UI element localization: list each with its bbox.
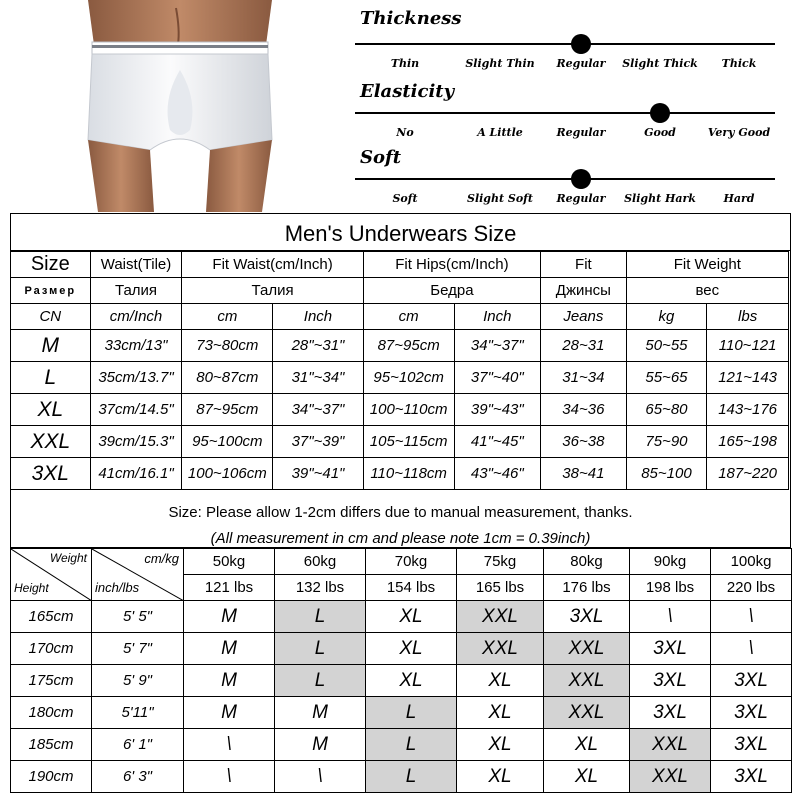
measurement-note: Size: Please allow 1-2cm differs due to manual measurement, thanks. xyxy=(168,504,633,521)
scale-line xyxy=(355,178,775,180)
table-cell: 75~90 xyxy=(626,426,707,458)
table-cell: 80~87cm xyxy=(182,362,273,394)
scale-option: Hard xyxy=(723,192,755,205)
weight-lbs-header: 176 lbs xyxy=(544,575,630,601)
scale-option: Regular xyxy=(556,57,606,70)
height-cm: 190cm xyxy=(11,761,92,793)
height-ft: 5'11" xyxy=(92,697,184,729)
scale-marker xyxy=(650,103,670,123)
table-row xyxy=(11,665,792,697)
size-label: 3XL xyxy=(11,458,91,490)
table-cell: 100~106cm xyxy=(182,458,273,490)
height-cm: 175cm xyxy=(11,665,92,697)
scale-option: Slight Hark xyxy=(624,192,696,205)
recommended-size: L xyxy=(275,665,366,697)
size-label: XL xyxy=(11,394,91,426)
recommended-size: XL xyxy=(366,633,457,665)
recommended-size: XXL xyxy=(630,761,711,793)
table-cell: 37"~40" xyxy=(454,362,541,394)
scale-title-thickness: Thickness xyxy=(360,8,462,29)
corner-weight-height xyxy=(11,549,92,601)
scale-title-elasticity: Elasticity xyxy=(360,81,455,102)
weight-kg-header: 70kg xyxy=(366,549,457,575)
table-cell: 87~95cm xyxy=(363,330,454,362)
table-row xyxy=(11,458,789,490)
table-cell: 39"~43" xyxy=(454,394,541,426)
table-cell: 100~110cm xyxy=(363,394,454,426)
table-cell: 95~102cm xyxy=(363,362,454,394)
recommended-size: 3XL xyxy=(544,601,630,633)
table-cell: 36~38 xyxy=(541,426,627,458)
recommended-size: L xyxy=(275,601,366,633)
recommended-size: XXL xyxy=(630,729,711,761)
table-cell: 37"~39" xyxy=(273,426,363,458)
recommended-size: 3XL xyxy=(630,665,711,697)
product-photo xyxy=(58,0,302,212)
scale-option: Soft xyxy=(392,192,418,205)
recommended-size: M xyxy=(184,633,275,665)
weight-kg-header: 80kg xyxy=(544,549,630,575)
scale-marker xyxy=(571,34,591,54)
table-cell: 34~36 xyxy=(541,394,627,426)
recommended-size: \ xyxy=(711,601,792,633)
scale-option: Thick xyxy=(721,57,757,70)
table-row xyxy=(11,394,789,426)
scale-option: Regular xyxy=(556,126,606,139)
recommended-size: XL xyxy=(457,729,544,761)
table-cell: 41"~45" xyxy=(454,426,541,458)
corner-inchlbs-label: inch/lbs xyxy=(95,580,140,595)
table-cell: 28"~31" xyxy=(273,330,363,362)
scale-marker xyxy=(571,169,591,189)
header-fit-hips-ru: Бедра xyxy=(363,278,540,304)
recommended-size: L xyxy=(366,729,457,761)
recommended-size: 3XL xyxy=(711,697,792,729)
table-cell: 35cm/13.7" xyxy=(90,362,182,394)
height-cm: 170cm xyxy=(11,633,92,665)
scale-option: Slight Thick xyxy=(622,57,698,70)
recommended-size: M xyxy=(184,601,275,633)
table-cell: 87~95cm xyxy=(182,394,273,426)
table-cell: 39cm/15.3" xyxy=(90,426,182,458)
table-row xyxy=(11,633,792,665)
recommended-size: XL xyxy=(457,761,544,793)
table-row xyxy=(11,729,792,761)
unit-cell: kg xyxy=(626,304,707,330)
corner-weight-label: Weight xyxy=(49,551,87,565)
recommendation-rows xyxy=(11,601,792,793)
table-cell: 55~65 xyxy=(626,362,707,394)
recommended-size: \ xyxy=(184,761,275,793)
size-rows xyxy=(11,330,789,490)
recommended-size: XL xyxy=(544,761,630,793)
scale-option: No xyxy=(396,126,414,139)
corner-height-label: Height xyxy=(14,581,49,595)
weight-lbs-header: 165 lbs xyxy=(457,575,544,601)
unit-cell: Inch xyxy=(273,304,363,330)
height-ft: 5' 7" xyxy=(92,633,184,665)
unit-cell: CN xyxy=(11,304,91,330)
scale-title-soft: Soft xyxy=(360,147,402,168)
header-fit-waist-ru: Талия xyxy=(182,278,363,304)
chart-title: Men's Underwears Size xyxy=(11,214,790,251)
table-cell: 34"~37" xyxy=(454,330,541,362)
table-cell: 31~34 xyxy=(541,362,627,394)
unit-cell: cm xyxy=(182,304,273,330)
size-label: XXL xyxy=(11,426,91,458)
header-fit-weight-ru: вес xyxy=(626,278,788,304)
recommended-size: 3XL xyxy=(711,665,792,697)
weight-kg-header: 100kg xyxy=(711,549,792,575)
recommended-size: 3XL xyxy=(630,697,711,729)
recommended-size: XL xyxy=(366,601,457,633)
table-cell: 187~220 xyxy=(707,458,789,490)
weight-kg-header: 60kg xyxy=(275,549,366,575)
header-waist-ru: Талия xyxy=(90,278,182,304)
recommended-size: XL xyxy=(366,665,457,697)
height-cm: 180cm xyxy=(11,697,92,729)
recommended-size: XXL xyxy=(544,633,630,665)
table-cell: 37cm/14.5" xyxy=(90,394,182,426)
unit-cell: Jeans xyxy=(541,304,627,330)
recommended-size: L xyxy=(366,697,457,729)
table-cell: 105~115cm xyxy=(363,426,454,458)
height-ft: 6' 3" xyxy=(92,761,184,793)
weight-lbs-header: 154 lbs xyxy=(366,575,457,601)
corner-units xyxy=(92,549,184,601)
scale-option: Thin xyxy=(390,57,420,70)
table-cell: 65~80 xyxy=(626,394,707,426)
weight-lbs-header: 220 lbs xyxy=(711,575,792,601)
size-recommendation-table xyxy=(10,548,792,793)
conversion-note: (All measurement in cm and please note 1cm = 0.39inch) xyxy=(210,530,591,547)
table-row xyxy=(11,330,789,362)
table-row xyxy=(11,601,792,633)
recommended-size: XL xyxy=(457,665,544,697)
table-cell: 28~31 xyxy=(541,330,627,362)
table-cell: 110~118cm xyxy=(363,458,454,490)
unit-row xyxy=(11,304,789,330)
table-row xyxy=(11,362,789,394)
header-fit: Fit xyxy=(541,252,627,278)
scale-line xyxy=(355,43,775,45)
size-chart xyxy=(10,213,791,548)
scale-option: Regular xyxy=(556,192,606,205)
scale-option: Slight Thin xyxy=(465,57,535,70)
table-cell: 143~176 xyxy=(707,394,789,426)
table-cell: 38~41 xyxy=(541,458,627,490)
table-cell: 43"~46" xyxy=(454,458,541,490)
table-cell: 73~80cm xyxy=(182,330,273,362)
table-row xyxy=(11,697,792,729)
unit-cell: cm xyxy=(363,304,454,330)
recommended-size: 3XL xyxy=(711,729,792,761)
recommended-size: 3XL xyxy=(711,761,792,793)
header-size-ru: Размер xyxy=(11,278,91,304)
size-label: L xyxy=(11,362,91,394)
recommended-size: \ xyxy=(630,601,711,633)
recommended-size: \ xyxy=(275,761,366,793)
recommended-size: XXL xyxy=(544,665,630,697)
header-fit-ru: Джинсы xyxy=(541,278,627,304)
header-waist: Waist(Tile) xyxy=(90,252,182,278)
weight-lbs-header: 121 lbs xyxy=(184,575,275,601)
unit-cell: cm/Inch xyxy=(90,304,182,330)
size-label: M xyxy=(11,330,91,362)
table-cell: 95~100cm xyxy=(182,426,273,458)
recommended-size: M xyxy=(275,729,366,761)
weight-kg-header: 75kg xyxy=(457,549,544,575)
scale-line xyxy=(355,112,775,114)
height-cm: 185cm xyxy=(11,729,92,761)
header-fit-waist: Fit Waist(cm/Inch) xyxy=(182,252,363,278)
header-size: Size xyxy=(11,252,91,278)
recommended-size: XL xyxy=(457,697,544,729)
table-cell: 110~121 xyxy=(707,330,789,362)
table-cell: 121~143 xyxy=(707,362,789,394)
table-cell: 31"~34" xyxy=(273,362,363,394)
table-row xyxy=(11,426,789,458)
scale-option: Very Good xyxy=(707,126,771,139)
weight-lbs-header: 198 lbs xyxy=(630,575,711,601)
recommended-size: M xyxy=(184,697,275,729)
table-cell: 33cm/13" xyxy=(90,330,182,362)
unit-cell: Inch xyxy=(454,304,541,330)
weight-kg-header: 90kg xyxy=(630,549,711,575)
scale-option: A Little xyxy=(477,126,523,139)
recommended-size: M xyxy=(184,665,275,697)
table-cell: 41cm/16.1" xyxy=(90,458,182,490)
size-table xyxy=(10,251,789,490)
height-ft: 6' 1" xyxy=(92,729,184,761)
scale-option: Slight Soft xyxy=(467,192,533,205)
table-cell: 39"~41" xyxy=(273,458,363,490)
scale-option: Good xyxy=(644,126,676,139)
height-ft: 5' 5" xyxy=(92,601,184,633)
recommended-size: \ xyxy=(184,729,275,761)
header-fit-weight: Fit Weight xyxy=(626,252,788,278)
table-cell: 34"~37" xyxy=(273,394,363,426)
recommended-size: M xyxy=(275,697,366,729)
unit-cell: lbs xyxy=(707,304,789,330)
height-cm: 165cm xyxy=(11,601,92,633)
weight-lbs-header: 132 lbs xyxy=(275,575,366,601)
recommended-size: XXL xyxy=(457,633,544,665)
table-cell: 165~198 xyxy=(707,426,789,458)
height-ft: 5' 9" xyxy=(92,665,184,697)
recommended-size: 3XL xyxy=(630,633,711,665)
recommended-size: L xyxy=(275,633,366,665)
table-row xyxy=(11,761,792,793)
recommended-size: XXL xyxy=(544,697,630,729)
recommended-size: XL xyxy=(544,729,630,761)
recommended-size: L xyxy=(366,761,457,793)
weight-kg-header: 50kg xyxy=(184,549,275,575)
recommended-size: \ xyxy=(711,633,792,665)
table-cell: 50~55 xyxy=(626,330,707,362)
table-cell: 85~100 xyxy=(626,458,707,490)
recommended-size: XXL xyxy=(457,601,544,633)
header-fit-hips: Fit Hips(cm/Inch) xyxy=(363,252,540,278)
corner-cmkg-label: cm/kg xyxy=(144,551,179,566)
